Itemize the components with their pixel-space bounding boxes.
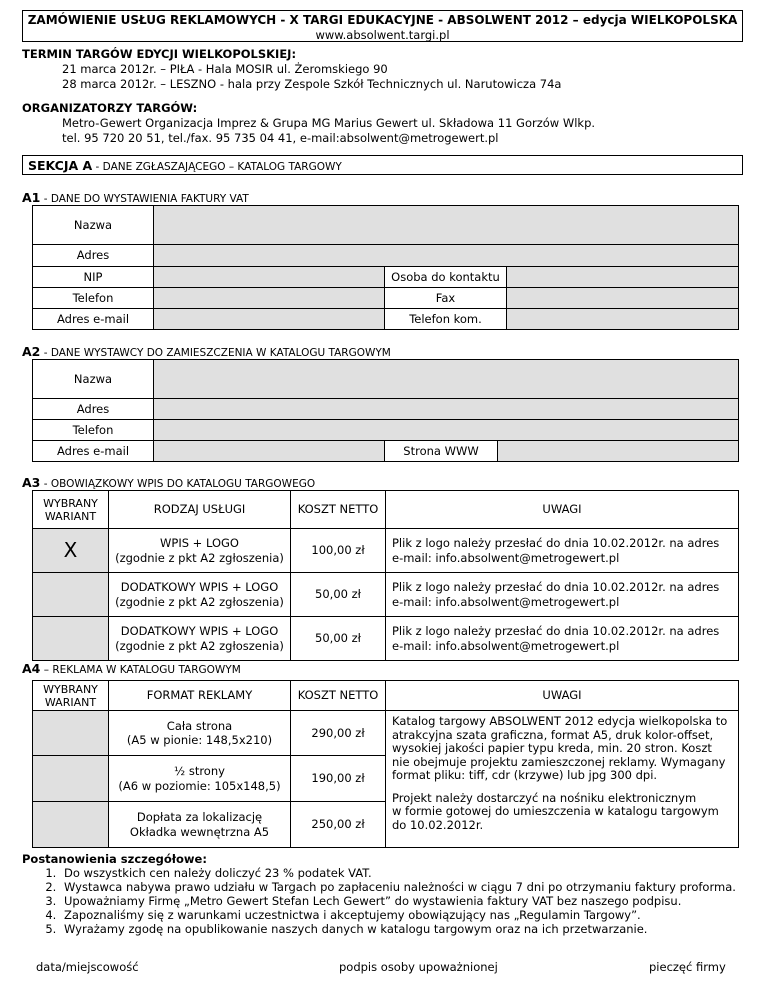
a2-telefon-label: Telefon [33, 420, 154, 441]
a1-fax-field[interactable] [507, 288, 739, 309]
a4-row-1-name: Cała strona (A5 w pionie: 148,5x210) [109, 711, 291, 756]
section-a-title: DANE ZGŁASZAJĄCEGO – KATALOG TARGOWY [102, 161, 342, 173]
postanowienia-list [22, 866, 752, 936]
a4-heading: A4 – REKLAMA W KATALOGU TARGOWYM [22, 661, 241, 676]
termin-block [22, 47, 561, 92]
a2-telefon-field[interactable] [154, 420, 739, 441]
a3-row-1-price: 100,00 zł [291, 529, 386, 573]
a4-note-b: Projekt należy dostarczyć na nośniku elektronicznym w formie gotowej do umieszczenia w katalogu targowym do 10.02.2012r. [392, 790, 719, 832]
a3-header-wariant: WYBRANY WARIANT [33, 491, 109, 529]
termin-line-2: 28 marca 2012r. – LESZNO - hala przy Zespole Szkół Technicznych ul. Narutowicza 74a [62, 77, 562, 91]
a3-heading: A3 - OBOWIĄZKOWY WPIS DO KATALOGU TARGOWEGO [22, 475, 316, 490]
termin-heading: TERMIN TARGÓW EDYCJI WIELKOPOLSKIEJ: [22, 47, 297, 61]
a4-row-3-name: Dopłata za lokalizację Okładka wewnętrzna A5 [109, 802, 291, 848]
a2-exhibitor-table [32, 359, 739, 462]
signature-stamp-label: pieczęć firmy [649, 960, 726, 974]
a3-row-2-price: 50,00 zł [291, 573, 386, 617]
a3-header-koszt: KOSZT NETTO [291, 491, 386, 529]
a3-row-1-name: WPIS + LOGO (zgodnie z pkt A2 zgłoszenia) [109, 529, 291, 573]
a3-row-1-select[interactable]: X [33, 529, 109, 573]
a2-heading: A2 - DANE WYSTAWCY DO ZAMIESZCZENIA W KATALOGU TARGOWYM [22, 344, 391, 359]
a4-advert-table [32, 680, 739, 848]
a1-telkom-label: Telefon kom. [385, 309, 507, 330]
a2-adres-field[interactable] [154, 399, 739, 420]
a1-email-label: Adres e-mail [33, 309, 154, 330]
a4-header-format: FORMAT REKLAMY [109, 681, 291, 711]
a3-row-2-select[interactable] [33, 573, 109, 617]
a3-row-3-name: DODATKOWY WPIS + LOGO (zgodnie z pkt A2 zgłoszenia) [109, 617, 291, 661]
section-a-header: SEKCJA A - DANE ZGŁASZAJĄCEGO – KATALOG TARGOWY [22, 155, 743, 175]
a1-fax-label: Fax [385, 288, 507, 309]
a4-header-uwagi: UWAGI [386, 681, 739, 711]
document-header [22, 10, 743, 42]
section-a-label: SEKCJA A [28, 158, 93, 173]
a1-osoba-label: Osoba do kontaktu [385, 267, 507, 288]
a3-header-uwagi: UWAGI [386, 491, 739, 529]
website-link[interactable]: www.absolwent.targi.pl [315, 28, 450, 42]
a1-telefon-field[interactable] [154, 288, 385, 309]
a1-adres-label: Adres [33, 245, 154, 267]
a4-header-koszt: KOSZT NETTO [291, 681, 386, 711]
a2-email-label: Adres e-mail [33, 441, 154, 462]
a2-adres-label: Adres [33, 399, 154, 420]
a1-invoice-table [32, 205, 739, 330]
a1-nazwa-field[interactable] [154, 206, 739, 245]
a3-row-3-price: 50,00 zł [291, 617, 386, 661]
a1-nip-field[interactable] [154, 267, 385, 288]
a1-nazwa-label: Nazwa [33, 206, 154, 245]
a4-row-1-price: 290,00 zł [291, 711, 386, 756]
a3-row-3-select[interactable] [33, 617, 109, 661]
a3-row [33, 573, 739, 617]
list-item: 1. Do wszystkich cen należy doliczyć 23 % podatek VAT. [60, 866, 752, 880]
a2-www-label: Strona WWW [385, 441, 498, 462]
list-item: 5. Wyrażamy zgodę na opublikowanie naszych danych w katalogu targowym oraz na ich przetwarzanie. [60, 922, 752, 936]
a3-row-3-note: Plik z logo należy przesłać do dnia 10.02.2012r. na adres e-mail: info.absolwent@metrogewert.pl [386, 617, 739, 661]
a3-catalog-entry-table [32, 490, 739, 661]
organizatorzy-block [22, 101, 595, 146]
a1-heading: A1 - DANE DO WYSTAWIENIA FAKTURY VAT [22, 190, 249, 205]
a2-www-field[interactable] [498, 441, 739, 462]
a2-email-field[interactable] [154, 441, 385, 462]
a4-row-1-select[interactable] [33, 711, 109, 756]
a3-row [33, 617, 739, 661]
organizatorzy-line-1: Metro-Gewert Organizacja Imprez & Grupa MG Marius Gewert ul. Składowa 11 Gorzów Wlkp. [62, 116, 596, 130]
signature-person-label: podpis osoby upoważnionej [339, 960, 498, 974]
signature-date-label: data/miejscowość [36, 960, 139, 974]
a1-nip-label: NIP [33, 267, 154, 288]
a3-row [33, 529, 739, 573]
a1-adres-field[interactable] [154, 245, 739, 267]
a4-row-2-select[interactable] [33, 756, 109, 802]
a1-telkom-field[interactable] [507, 309, 739, 330]
postanowienia-block [22, 852, 752, 936]
a4-row-2-name: ½ strony (A6 w poziomie: 105x148,5) [109, 756, 291, 802]
postanowienia-heading: Postanowienia szczegółowe: [22, 852, 207, 866]
a3-row-2-name: DODATKOWY WPIS + LOGO (zgodnie z pkt A2 zgłoszenia) [109, 573, 291, 617]
a4-row-3-price: 250,00 zł [291, 802, 386, 848]
a1-telefon-label: Telefon [33, 288, 154, 309]
a2-nazwa-label: Nazwa [33, 360, 154, 399]
a4-note-a: Katalog targowy ABSOLWENT 2012 edycja wielkopolska to atrakcyjna szata graficzna, format A5, druk kolor-offset, wysokiej jakości papier typu kreda, min. 20 stron. Koszt nie obejmuje projektu zamieszczonej reklamy. Wymagany format pliku: tiff, cdr (krzywe) lub jpg 300 dpi. [392, 714, 728, 782]
document-title: ZAMÓWIENIE USŁUG REKLAMOWYCH - X TARGI EDUKACYJNE - ABSOLWENT 2012 – edycja WIELKOPOLSKA [27, 13, 738, 27]
a1-osoba-field[interactable] [507, 267, 739, 288]
list-item: 4. Zapoznaliśmy się z warunkami uczestnictwa i akceptujemy obowiązujący nas „Regulamin Targowy”. [60, 908, 752, 922]
a4-row-2-price: 190,00 zł [291, 756, 386, 802]
list-item: 3. Upoważniamy Firmę „Metro Gewert Stefan Lech Gewert” do wystawienia faktury VAT bez naszego podpisu. [60, 894, 752, 908]
list-item: 2. Wystawca nabywa prawo udziału w Targach po zapłaceniu należności w ciągu 7 dni po otrzymaniu faktury proforma. [60, 880, 752, 894]
a3-row-2-note: Plik z logo należy przesłać do dnia 10.02.2012r. na adres e-mail: info.absolwent@metrogewert.pl [386, 573, 739, 617]
organizatorzy-heading: ORGANIZATORZY TARGÓW: [22, 101, 198, 115]
a4-header-wariant: WYBRANY WARIANT [33, 681, 109, 711]
a3-row-1-note: Plik z logo należy przesłać do dnia 10.02.2012r. na adres e-mail: info.absolwent@metrogewert.pl [386, 529, 739, 573]
a3-header-rodzaj: RODZAJ USŁUGI [109, 491, 291, 529]
organizatorzy-line-2: tel. 95 720 20 51, tel./fax. 95 735 04 41, e-mail:absolwent@metrogewert.pl [62, 131, 499, 145]
a2-nazwa-field[interactable] [154, 360, 739, 399]
a1-email-field[interactable] [154, 309, 385, 330]
termin-line-1: 21 marca 2012r. – PIŁA - Hala MOSIR ul. Żeromskiego 90 [62, 62, 388, 76]
a4-note [386, 711, 739, 848]
a4-row-3-select[interactable] [33, 802, 109, 848]
